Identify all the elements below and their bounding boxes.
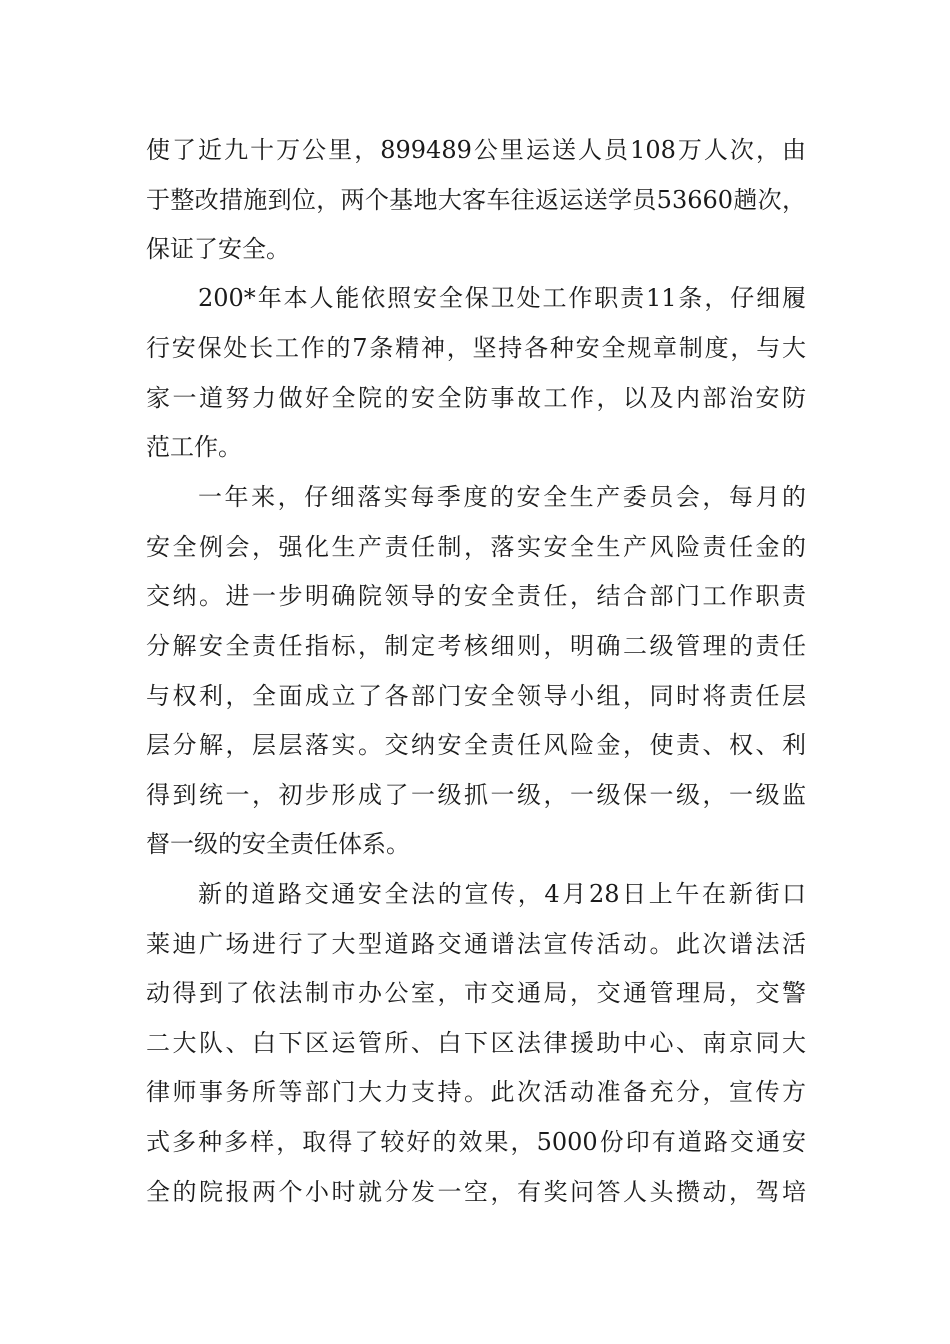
text-line: 行安保处长工作的7条精神，坚持各种安全规章制度，与大 (146, 334, 806, 362)
text-line: 与权利，全面成立了各部门安全领导小组，同时将责任层 (146, 682, 806, 710)
text-line: 莱迪广场进行了大型道路交通谱法宣传活动。此次谱法活 (146, 930, 806, 958)
text-line: 于整改措施到位，两个基地大客车往返运送学员53660趟次， (146, 186, 806, 214)
text-line: 保证了安全。 (146, 235, 290, 263)
text-line: 动得到了依法制市办公室，市交通局，交通管理局，交警 (146, 979, 806, 1007)
text-line: 式多种多样，取得了较好的效果，5000份印有道路交通安 (146, 1128, 806, 1156)
text-line: 家一道努力做好全院的安全防事故工作，以及内部治安防 (146, 384, 806, 412)
text-line: 新的道路交通安全法的宣传，4月28日上午在新街口 (198, 880, 806, 908)
text-line: 督一级的安全责任体系。 (146, 830, 410, 858)
text-line: 层分解，层层落实。交纳安全责任风险金，使责、权、利 (146, 731, 806, 759)
text-line: 律师事务所等部门大力支持。此次活动准备充分，宣传方 (146, 1078, 806, 1106)
text-line: 二大队、白下区运管所、白下区法律援助中心、南京同大 (146, 1029, 806, 1057)
text-line: 使了近九十万公里，899489公里运送人员108万人次，由 (146, 136, 806, 164)
text-line: 得到统一，初步形成了一级抓一级，一级保一级，一级监 (146, 781, 806, 809)
text-line: 200*年本人能依照安全保卫处工作职责11条，仔细履 (198, 284, 806, 312)
text-line: 一年来，仔细落实每季度的安全生产委员会，每月的 (198, 483, 806, 511)
text-line: 交纳。进一步明确院领导的安全责任，结合部门工作职责 (146, 582, 806, 610)
text-line: 安全例会，强化生产责任制，落实安全生产风险责任金的 (146, 533, 806, 561)
text-line: 全的院报两个小时就分发一空，有奖问答人头攒动，驾培 (146, 1178, 806, 1206)
text-line: 分解安全责任指标，制定考核细则，明确二级管理的责任 (146, 632, 806, 660)
text-line: 范工作。 (146, 433, 242, 461)
